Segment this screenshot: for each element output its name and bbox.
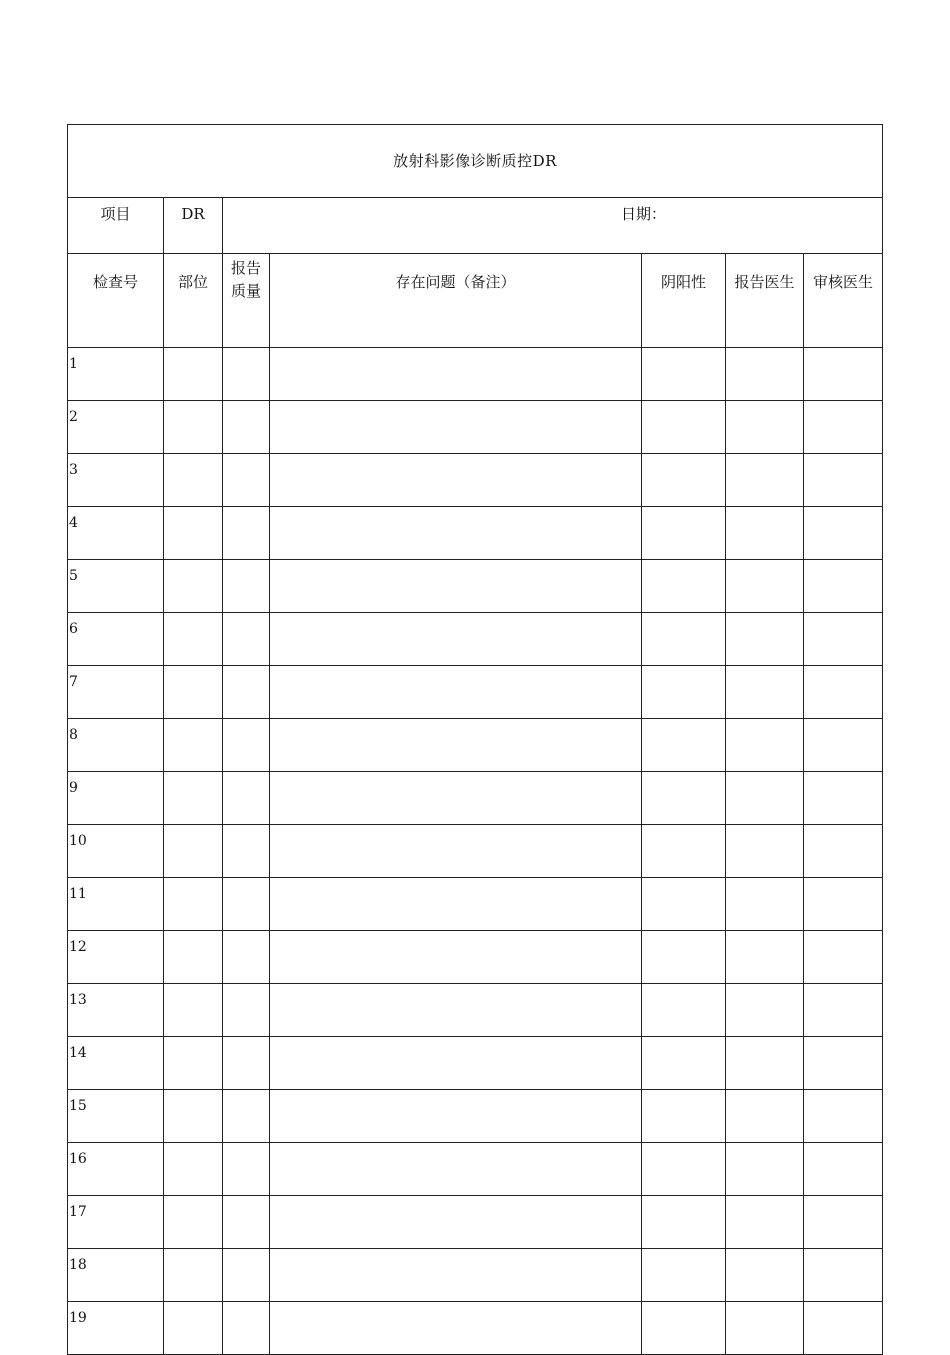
header-result: 阴阳性 [642, 254, 726, 348]
header-report-doctor: 报告医生 [726, 254, 804, 348]
part-cell[interactable] [164, 454, 223, 507]
header-report-quality-line2: 质量 [230, 282, 261, 300]
table-row [68, 1143, 883, 1196]
report-doctor-cell[interactable] [726, 560, 804, 613]
exam-no-cell: 8 [68, 719, 164, 772]
exam-no-cell: 15 [68, 1090, 164, 1143]
result-cell[interactable] [642, 666, 726, 719]
review-doctor-cell[interactable] [804, 1249, 883, 1302]
exam-no-cell: 12 [68, 931, 164, 984]
exam-no-cell: 14 [68, 1037, 164, 1090]
exam-no-cell: 10 [68, 825, 164, 878]
part-cell[interactable] [164, 1249, 223, 1302]
quality-cell[interactable] [223, 507, 270, 560]
review-doctor-cell[interactable] [804, 560, 883, 613]
report-doctor-cell[interactable] [726, 348, 804, 401]
result-cell[interactable] [642, 1249, 726, 1302]
table-row [68, 1302, 883, 1355]
exam-no-cell: 1 [68, 348, 164, 401]
report-doctor-cell[interactable] [726, 772, 804, 825]
table-row [68, 825, 883, 878]
review-doctor-cell[interactable] [804, 984, 883, 1037]
table-row [68, 984, 883, 1037]
part-cell[interactable] [164, 1037, 223, 1090]
header-row [68, 254, 883, 348]
quality-cell[interactable] [223, 1249, 270, 1302]
table-row [68, 560, 883, 613]
quality-cell[interactable] [223, 772, 270, 825]
table-row [68, 454, 883, 507]
date-field[interactable]: 日期： [223, 198, 883, 254]
quality-cell[interactable] [223, 1196, 270, 1249]
qc-form-table [67, 124, 883, 1355]
issues-cell[interactable] [270, 772, 642, 825]
quality-cell[interactable] [223, 1302, 270, 1355]
quality-cell[interactable] [223, 560, 270, 613]
review-doctor-cell[interactable] [804, 772, 883, 825]
title-row [68, 125, 883, 198]
header-report-quality-line1: 报告 [230, 259, 261, 277]
exam-no-cell: 9 [68, 772, 164, 825]
header-issues: 存在问题（备注） [270, 254, 642, 348]
issues-cell[interactable] [270, 931, 642, 984]
report-doctor-cell[interactable] [726, 1196, 804, 1249]
issues-cell[interactable] [270, 1196, 642, 1249]
report-doctor-cell[interactable] [726, 454, 804, 507]
review-doctor-cell[interactable] [804, 666, 883, 719]
part-cell[interactable] [164, 772, 223, 825]
review-doctor-cell[interactable] [804, 507, 883, 560]
part-cell[interactable] [164, 719, 223, 772]
quality-cell[interactable] [223, 984, 270, 1037]
part-cell[interactable] [164, 984, 223, 1037]
exam-no-cell: 13 [68, 984, 164, 1037]
issues-cell[interactable] [270, 719, 642, 772]
report-doctor-cell[interactable] [726, 1037, 804, 1090]
issues-cell[interactable] [270, 613, 642, 666]
result-cell[interactable] [642, 1090, 726, 1143]
review-doctor-cell[interactable] [804, 348, 883, 401]
quality-cell[interactable] [223, 348, 270, 401]
report-doctor-cell[interactable] [726, 401, 804, 454]
review-doctor-cell[interactable] [804, 719, 883, 772]
header-review-doctor: 审核医生 [804, 254, 883, 348]
part-cell[interactable] [164, 878, 223, 931]
report-doctor-cell[interactable] [726, 984, 804, 1037]
issues-cell[interactable] [270, 1302, 642, 1355]
header-report-quality [223, 254, 270, 348]
quality-cell[interactable] [223, 454, 270, 507]
issues-cell[interactable] [270, 401, 642, 454]
table-row [68, 719, 883, 772]
issues-cell[interactable] [270, 666, 642, 719]
exam-no-cell: 2 [68, 401, 164, 454]
quality-cell[interactable] [223, 401, 270, 454]
exam-no-cell: 3 [68, 454, 164, 507]
review-doctor-cell[interactable] [804, 931, 883, 984]
result-cell[interactable] [642, 507, 726, 560]
part-cell[interactable] [164, 1302, 223, 1355]
info-row [68, 198, 883, 254]
report-doctor-cell[interactable] [726, 507, 804, 560]
item-value[interactable]: DR [164, 198, 223, 254]
report-doctor-cell[interactable] [726, 719, 804, 772]
quality-cell[interactable] [223, 931, 270, 984]
report-doctor-cell[interactable] [726, 666, 804, 719]
result-cell[interactable] [642, 1037, 726, 1090]
part-cell[interactable] [164, 613, 223, 666]
report-doctor-cell[interactable] [726, 1090, 804, 1143]
report-doctor-cell[interactable] [726, 1249, 804, 1302]
result-cell[interactable] [642, 1302, 726, 1355]
issues-cell[interactable] [270, 878, 642, 931]
report-doctor-cell[interactable] [726, 1302, 804, 1355]
table-row [68, 1037, 883, 1090]
review-doctor-cell[interactable] [804, 1037, 883, 1090]
table-row [68, 666, 883, 719]
result-cell[interactable] [642, 1143, 726, 1196]
result-cell[interactable] [642, 454, 726, 507]
report-doctor-cell[interactable] [726, 1143, 804, 1196]
part-cell[interactable] [164, 1090, 223, 1143]
review-doctor-cell[interactable] [804, 1196, 883, 1249]
table-row [68, 878, 883, 931]
issues-cell[interactable] [270, 507, 642, 560]
result-cell[interactable] [642, 825, 726, 878]
result-cell[interactable] [642, 560, 726, 613]
quality-cell[interactable] [223, 613, 270, 666]
item-label: 项目 [68, 198, 164, 254]
table-row [68, 931, 883, 984]
part-cell[interactable] [164, 507, 223, 560]
part-cell[interactable] [164, 825, 223, 878]
header-part: 部位 [164, 254, 223, 348]
part-cell[interactable] [164, 401, 223, 454]
review-doctor-cell[interactable] [804, 1090, 883, 1143]
review-doctor-cell[interactable] [804, 1302, 883, 1355]
report-doctor-cell[interactable] [726, 825, 804, 878]
issues-cell[interactable] [270, 1249, 642, 1302]
table-row [68, 401, 883, 454]
issues-cell[interactable] [270, 454, 642, 507]
report-doctor-cell[interactable] [726, 931, 804, 984]
quality-cell[interactable] [223, 719, 270, 772]
result-cell[interactable] [642, 401, 726, 454]
quality-cell[interactable] [223, 825, 270, 878]
table-row [68, 507, 883, 560]
exam-no-cell: 17 [68, 1196, 164, 1249]
exam-no-cell: 7 [68, 666, 164, 719]
issues-cell[interactable] [270, 1143, 642, 1196]
table-row [68, 1090, 883, 1143]
exam-no-cell: 5 [68, 560, 164, 613]
review-doctor-cell[interactable] [804, 613, 883, 666]
review-doctor-cell[interactable] [804, 878, 883, 931]
part-cell[interactable] [164, 931, 223, 984]
issues-cell[interactable] [270, 348, 642, 401]
result-cell[interactable] [642, 348, 726, 401]
result-cell[interactable] [642, 984, 726, 1037]
quality-cell[interactable] [223, 878, 270, 931]
quality-cell[interactable] [223, 1037, 270, 1090]
result-cell[interactable] [642, 772, 726, 825]
exam-no-cell: 19 [68, 1302, 164, 1355]
quality-cell[interactable] [223, 666, 270, 719]
part-cell[interactable] [164, 1196, 223, 1249]
report-doctor-cell[interactable] [726, 613, 804, 666]
part-cell[interactable] [164, 1143, 223, 1196]
review-doctor-cell[interactable] [804, 454, 883, 507]
part-cell[interactable] [164, 666, 223, 719]
report-doctor-cell[interactable] [726, 878, 804, 931]
result-cell[interactable] [642, 878, 726, 931]
issues-cell[interactable] [270, 825, 642, 878]
part-cell[interactable] [164, 560, 223, 613]
quality-cell[interactable] [223, 1090, 270, 1143]
exam-no-cell: 18 [68, 1249, 164, 1302]
exam-no-cell: 4 [68, 507, 164, 560]
quality-cell[interactable] [223, 1143, 270, 1196]
table-row [68, 613, 883, 666]
part-cell[interactable] [164, 348, 223, 401]
exam-no-cell: 16 [68, 1143, 164, 1196]
review-doctor-cell[interactable] [804, 401, 883, 454]
form-title: 放射科影像诊断质控DR [68, 125, 883, 198]
result-cell[interactable] [642, 931, 726, 984]
issues-cell[interactable] [270, 1090, 642, 1143]
review-doctor-cell[interactable] [804, 1143, 883, 1196]
result-cell[interactable] [642, 719, 726, 772]
issues-cell[interactable] [270, 560, 642, 613]
issues-cell[interactable] [270, 984, 642, 1037]
table-row [68, 1196, 883, 1249]
table-row [68, 1249, 883, 1302]
result-cell[interactable] [642, 613, 726, 666]
header-exam-no: 检查号 [68, 254, 164, 348]
exam-no-cell: 11 [68, 878, 164, 931]
result-cell[interactable] [642, 1196, 726, 1249]
exam-no-cell: 6 [68, 613, 164, 666]
issues-cell[interactable] [270, 1037, 642, 1090]
table-row [68, 772, 883, 825]
review-doctor-cell[interactable] [804, 825, 883, 878]
table-row [68, 348, 883, 401]
